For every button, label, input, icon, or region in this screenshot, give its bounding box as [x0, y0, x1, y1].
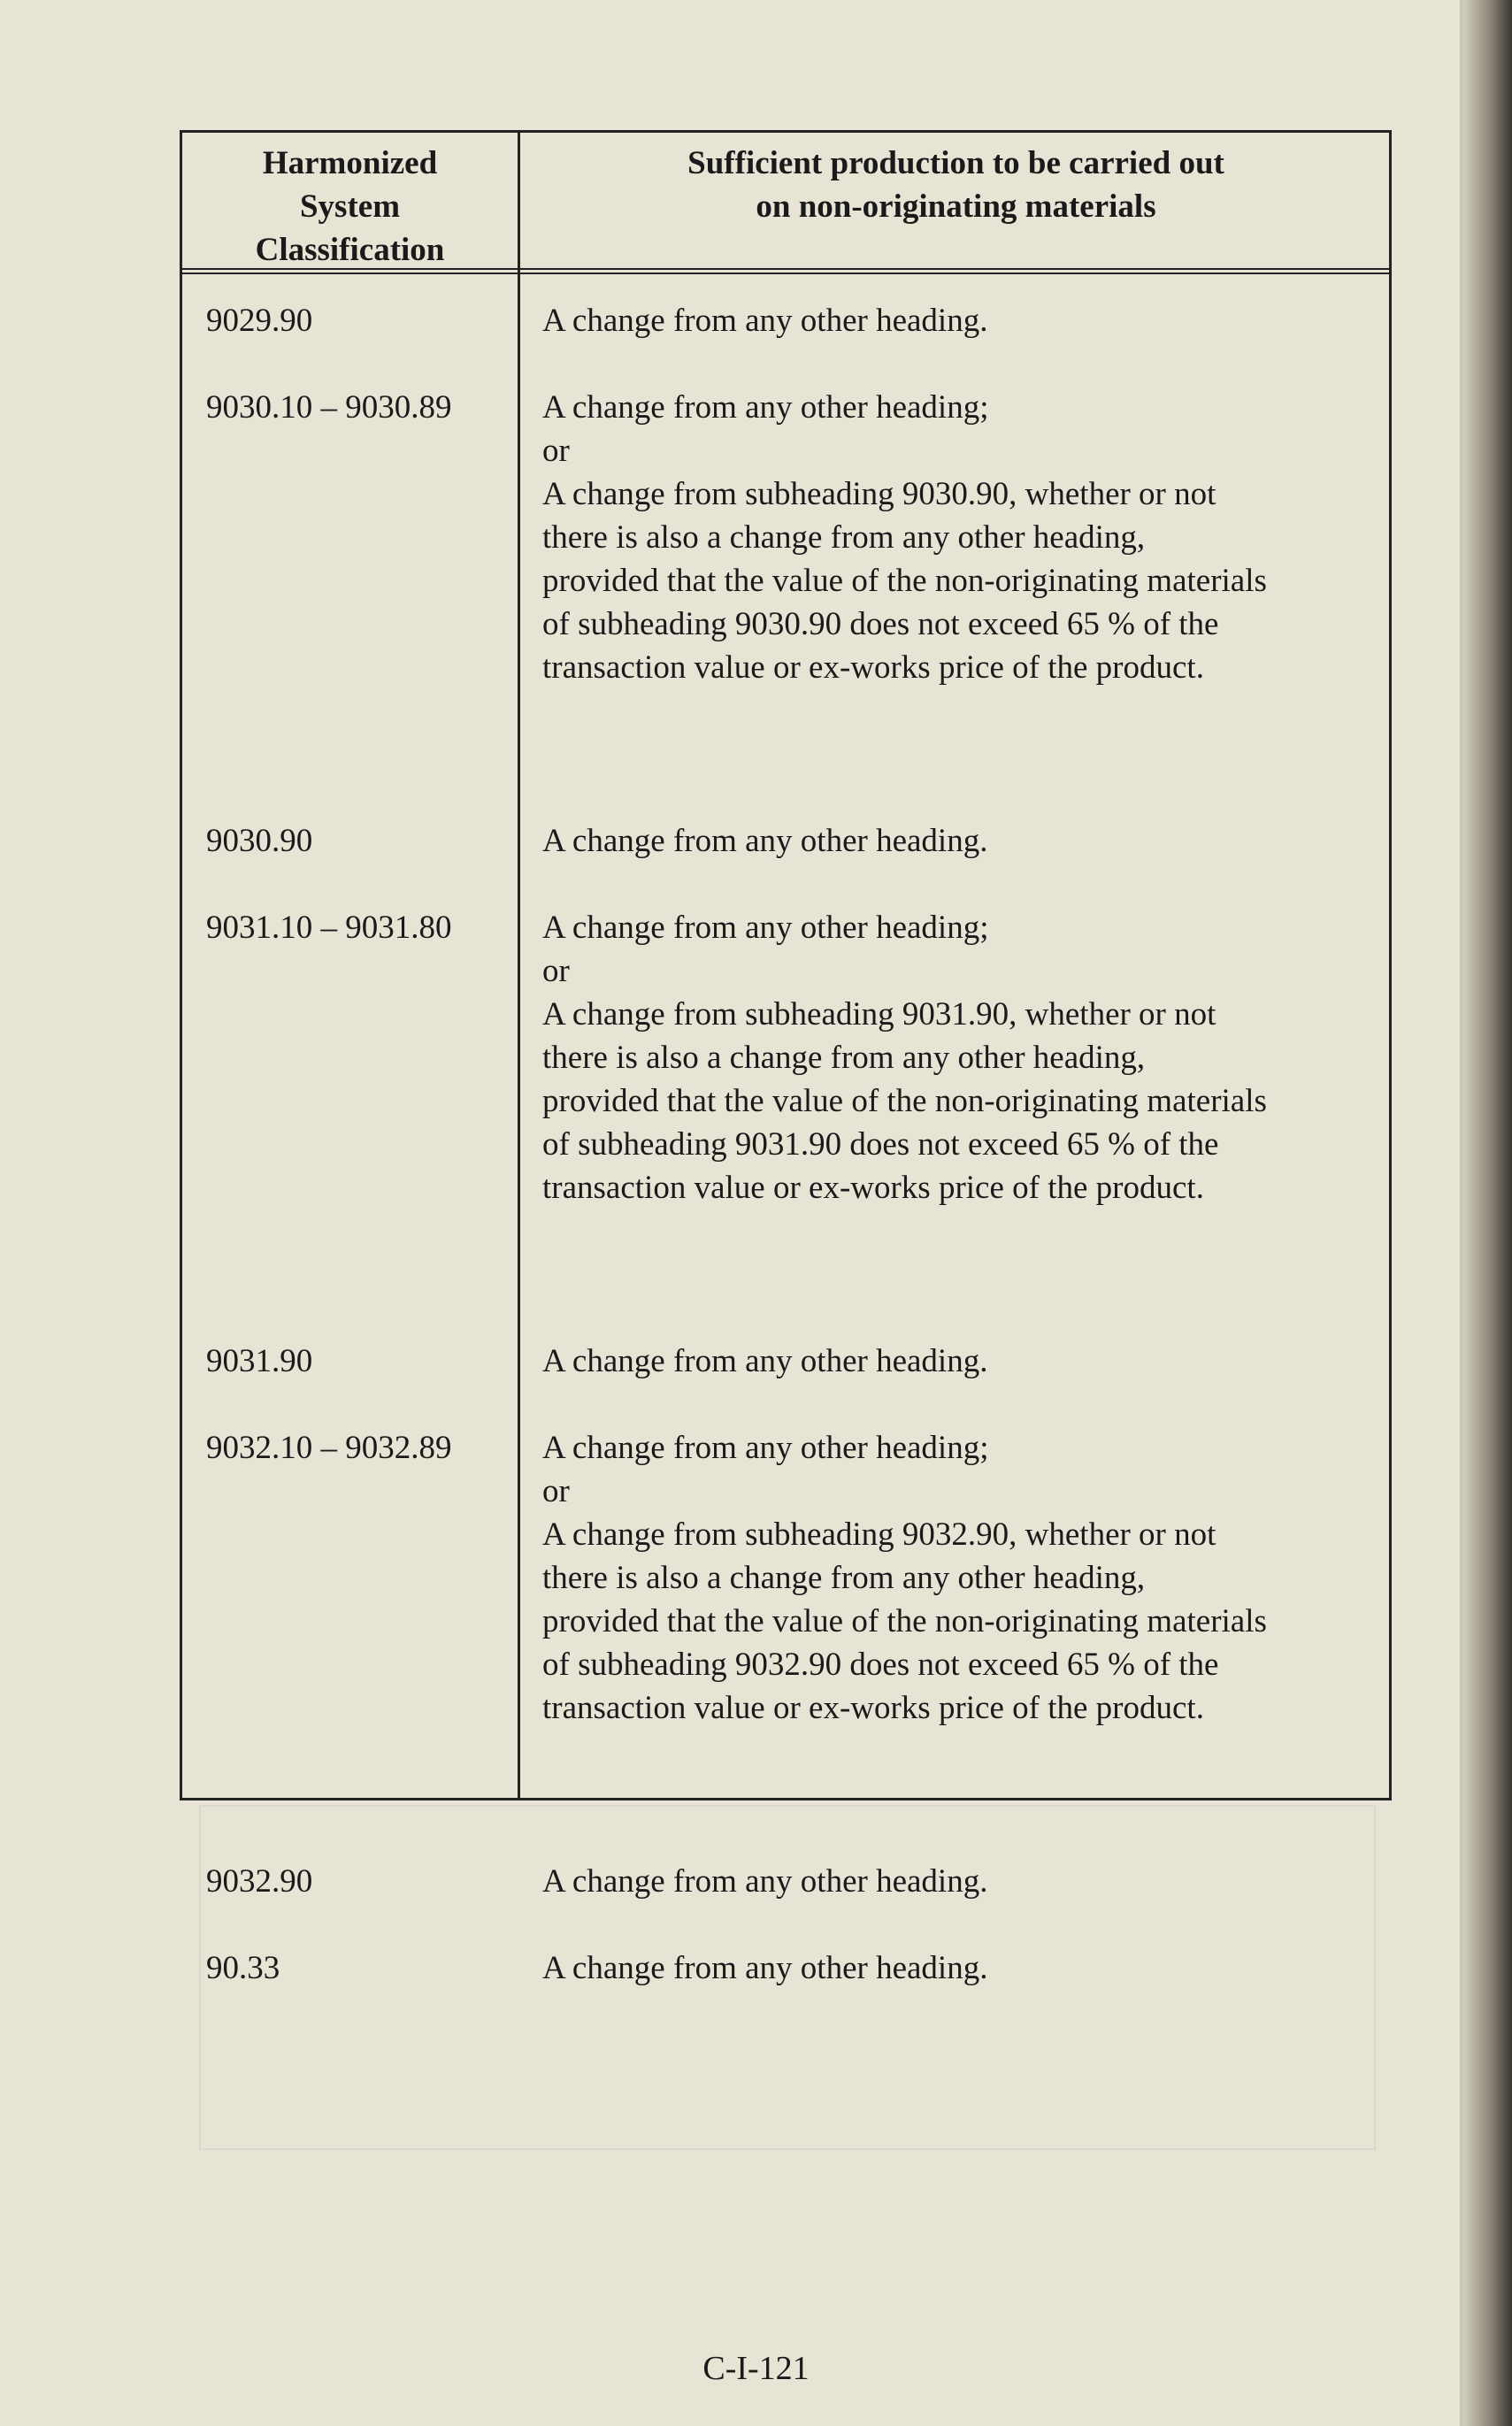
rule-line: transaction value or ex-works price of the product.: [542, 649, 1204, 686]
rule-text: [542, 386, 1383, 689]
rule-text: [542, 1426, 1383, 1730]
header-classification: [182, 142, 518, 272]
rule-text: [542, 906, 1383, 1209]
table-header: [182, 133, 1389, 274]
rule-line: of subheading 9031.90 does not exceed 65 % of the: [542, 1126, 1219, 1163]
hs-code: 9029.90: [206, 303, 313, 339]
rule-line: of subheading 9032.90 does not exceed 65 % of the: [542, 1647, 1219, 1683]
rule-line: transaction value or ex-works price of the product.: [542, 1690, 1204, 1726]
header-line: Classification: [255, 232, 445, 268]
rule-line: A change from any other heading;: [542, 1430, 989, 1466]
hs-code: 9030.90: [206, 823, 313, 859]
rule-line: A change from any other heading.: [542, 1863, 988, 1900]
rule-line: or: [542, 433, 570, 469]
page-number: C-I-121: [702, 2350, 810, 2387]
rule-text: [542, 1860, 1383, 1903]
hs-code: 9032.90: [206, 1863, 313, 1900]
rule-line: A change from any other heading.: [542, 303, 988, 339]
rule-line: or: [542, 1473, 570, 1509]
header-production: [520, 142, 1392, 228]
rule-line: A change from subheading 9032.90, whether or not: [542, 1516, 1217, 1553]
rule-line: A change from any other heading.: [542, 1343, 988, 1379]
rule-line: A change from subheading 9031.90, whether or not: [542, 996, 1217, 1033]
rule-line: there is also a change from any other heading,: [542, 1040, 1146, 1076]
rules-table: [180, 130, 1392, 1986]
rule-line: or: [542, 953, 570, 989]
header-line: Harmonized: [262, 145, 438, 181]
table-body: [182, 274, 1389, 1986]
rule-line: provided that the value of the non-originating materials: [542, 1603, 1267, 1639]
rule-line: A change from any other heading.: [542, 1950, 988, 1986]
binding-shadow: [1462, 0, 1512, 2426]
rule-line: there is also a change from any other heading,: [542, 1560, 1146, 1596]
rule-text: [542, 299, 1383, 342]
hs-code: 9031.90: [206, 1343, 313, 1379]
rule-line: transaction value or ex-works price of the product.: [542, 1170, 1204, 1206]
hs-code: 9032.10 – 9032.89: [206, 1430, 452, 1466]
rule-line: A change from subheading 9030.90, whether or not: [542, 476, 1217, 512]
header-line: on non-originating materials: [756, 188, 1156, 225]
hs-code: 90.33: [206, 1950, 280, 1986]
rule-text: [542, 1340, 1383, 1383]
rule-line: A change from any other heading;: [542, 910, 989, 946]
rule-line: A change from any other heading;: [542, 389, 989, 426]
rule-text: [542, 819, 1383, 863]
rule-line: A change from any other heading.: [542, 823, 988, 859]
rule-line: provided that the value of the non-originating materials: [542, 563, 1267, 599]
header-line: Sufficient production to be carried out: [687, 145, 1224, 181]
header-line: System: [299, 188, 401, 225]
rule-line: there is also a change from any other heading,: [542, 519, 1146, 556]
hs-code: 9030.10 – 9030.89: [206, 389, 452, 426]
rule-line: of subheading 9030.90 does not exceed 65 % of the: [542, 606, 1219, 642]
hs-code: 9031.10 – 9031.80: [206, 910, 452, 946]
rule-text: [542, 1946, 1383, 1990]
rule-line: provided that the value of the non-originating materials: [542, 1083, 1267, 1119]
